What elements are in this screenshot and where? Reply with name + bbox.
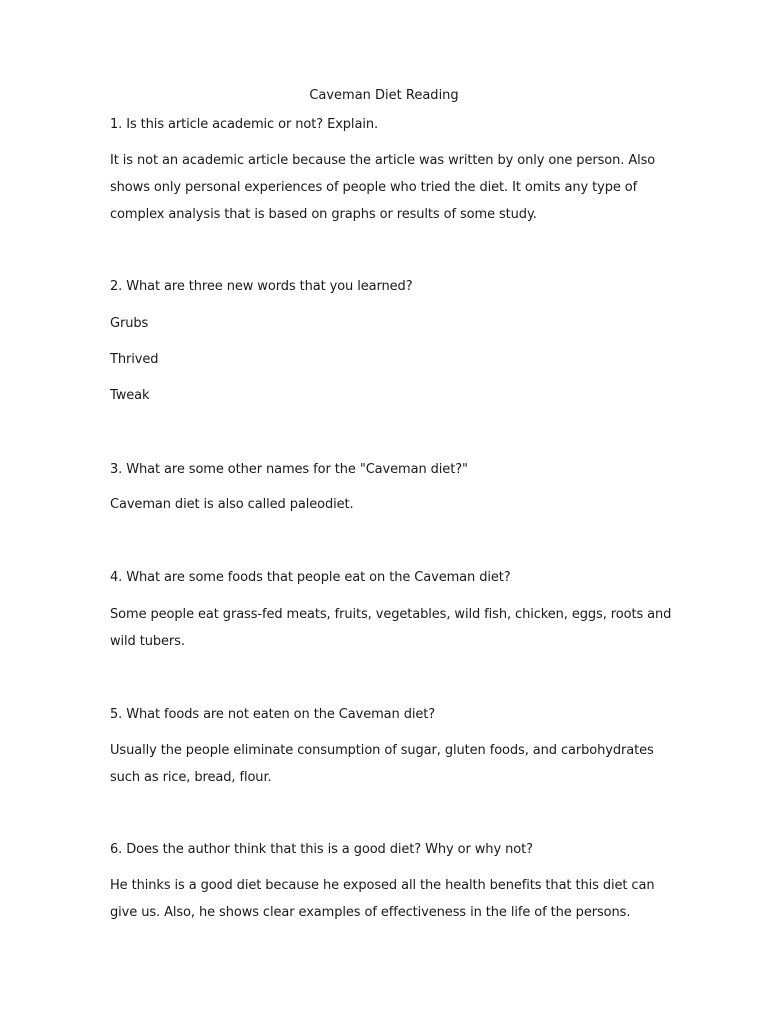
question-2: 2. What are three new words that you learned? [110,279,413,294]
question-3: 3. What are some other names for the "Caveman diet?" [110,462,468,477]
question-1: 1. Is this article academic or not? Explain. [110,117,378,132]
answer-2-word-2: Thrived [110,352,159,367]
answer-1-line-3: complex analysis that is based on graphs or results of some study. [110,207,537,222]
answer-4-line-2: wild tubers. [110,634,185,649]
question-5: 5. What foods are not eaten on the Caveman diet? [110,707,436,722]
answer-1-line-2: shows only personal experiences of people who tried the diet. It omits any type of [110,180,638,195]
document-title: Caveman Diet Reading [309,88,459,103]
question-4: 4. What are some foods that people eat on the Caveman diet? [110,570,511,585]
answer-3-line-1: Caveman diet is also called paleodiet. [110,497,354,512]
question-6: 6. Does the author think that this is a good diet? Why or why not? [110,842,533,857]
answer-5-line-1: Usually the people eliminate consumption of sugar, gluten foods, and carbohydrates [110,743,654,758]
answer-5-line-2: such as rice, bread, flour. [110,770,272,785]
answer-2-word-3: Tweak [110,388,150,403]
answer-6-line-1: He thinks is a good diet because he exposed all the health benefits that this diet can [110,878,655,893]
answer-1-line-1: It is not an academic article because the article was written by only one person. Also [110,153,656,168]
answer-2-word-1: Grubs [110,316,149,331]
answer-6-line-2: give us. Also, he shows clear examples of effectiveness in the life of the persons. [110,905,631,920]
answer-4-line-1: Some people eat grass-fed meats, fruits, vegetables, wild fish, chicken, eggs, roots and [110,607,672,622]
